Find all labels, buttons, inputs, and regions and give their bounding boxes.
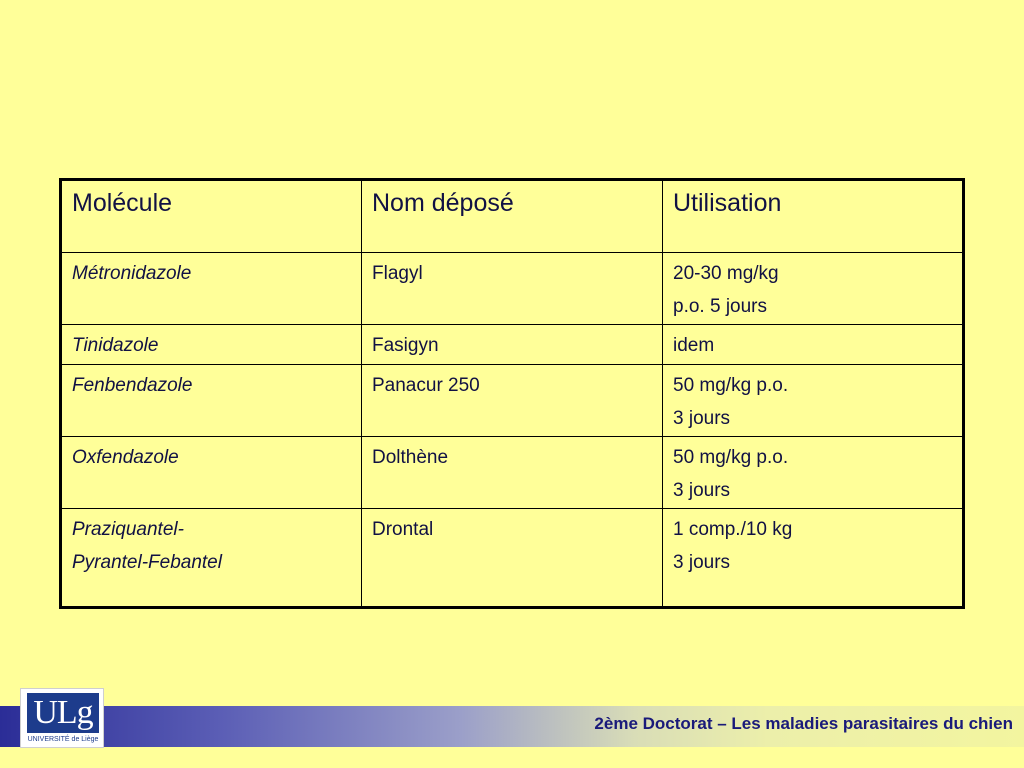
usage-line: 50 mg/kg p.o. [673,447,789,468]
molecule-cell [61,365,362,437]
brand-cell: Fasigyn [362,325,663,365]
header-brand: Nom déposé [362,180,663,253]
table-row [61,509,964,608]
molecule-name: Métronidazole [72,263,192,284]
molecule-name: Praziquantel- [72,519,184,540]
usage-cell [663,253,964,325]
molecule-cell [61,509,362,608]
molecule-name: Tinidazole [72,335,159,356]
table-row [61,365,964,437]
logo-mark: ULg [27,693,99,733]
footer-title: 2ème Doctorat – Les maladies parasitaires du chien [594,714,1013,733]
usage-line: 3 jours [673,552,731,573]
usage-cell [663,365,964,437]
usage-line: idem [673,335,715,356]
header-molecule: Molécule [61,180,362,253]
table-row [61,253,964,325]
usage-line: 50 mg/kg p.o. [673,375,789,396]
table-row [61,325,964,365]
brand-cell: Panacur 250 [362,365,663,437]
table-header-row [61,180,964,253]
usage-line: 20-30 mg/kg [673,263,779,284]
molecule-cell [61,437,362,509]
usage-line: 1 comp./10 kg [673,519,793,540]
logo-subtext: UNIVERSITÉ de Liège [27,736,99,743]
table-row [61,437,964,509]
usage-cell [663,509,964,608]
molecule-name: Oxfendazole [72,447,179,468]
usage-line: 3 jours [673,480,731,501]
molecule-cell [61,325,362,365]
header-usage: Utilisation [663,180,964,253]
molecule-cell [61,253,362,325]
drug-table [59,178,965,609]
brand-cell: Drontal [362,509,663,608]
usage-line: p.o. 5 jours [673,296,767,317]
molecule-name: Pyrantel-Febantel [72,552,222,573]
usage-cell [663,325,964,365]
molecule-name: Fenbendazole [72,375,193,396]
usage-cell [663,437,964,509]
ulg-logo [20,688,104,748]
usage-line: 3 jours [673,408,731,429]
brand-cell: Flagyl [362,253,663,325]
brand-cell: Dolthène [362,437,663,509]
